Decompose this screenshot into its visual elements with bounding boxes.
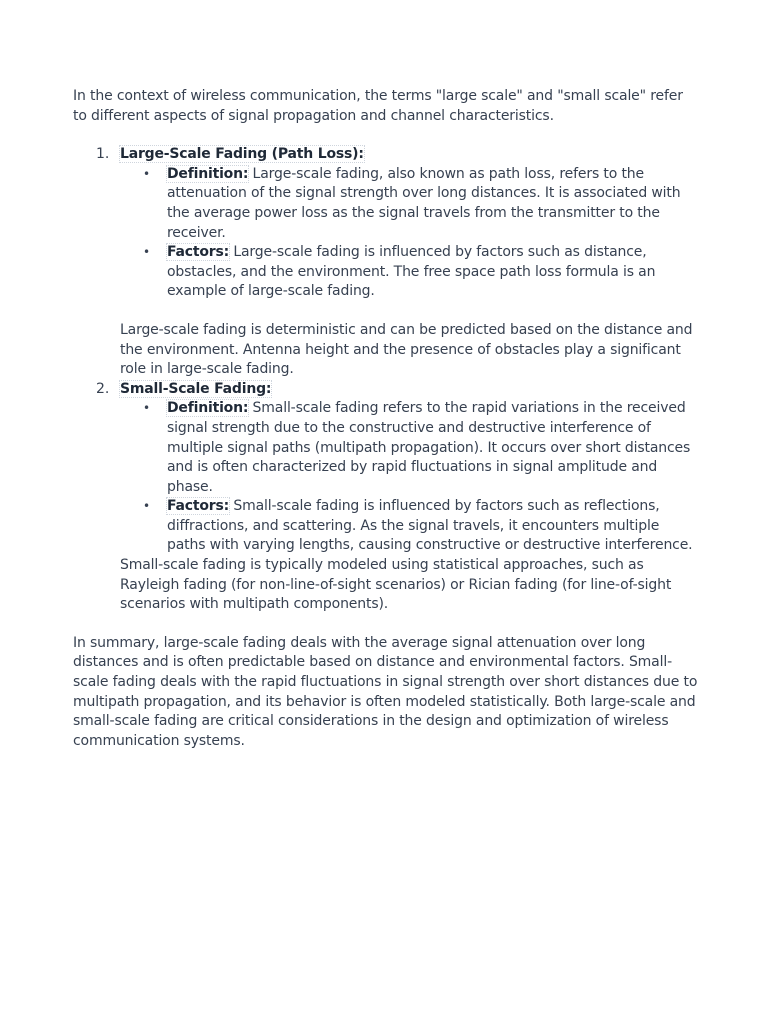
- small-scale-factors-item: [120, 497, 698, 556]
- summary-paragraph: In summary, large-scale fading deals with the average signal attenuation over long distances and is often predictable based on distance and environmental factors. Small-scale fading deals with the rapid fluctuations in signal strength over short distances due to multipath propagation, and its behavior is often modeled statistically. Both large-scale and small-scale fading are critical considerations in the design and optimization of wireless communication systems.: [73, 634, 698, 749]
- factors-label[interactable]: Factors:: [167, 244, 230, 261]
- list-item-small-scale: [73, 380, 698, 615]
- definition-label[interactable]: Definition:: [167, 165, 249, 182]
- definition-text: Large-scale fading, also known as path loss, refers to the attenuation of the signal strength over long distances. It is associated with the average power loss as the signal travels from the transmitter to the receiver.: [167, 165, 681, 241]
- bullet-icon: •: [143, 401, 150, 416]
- list-item-large-scale: [73, 145, 698, 380]
- large-scale-sublist: [120, 165, 698, 302]
- small-scale-definition-item: [120, 399, 698, 497]
- bullet-icon: •: [143, 245, 150, 260]
- factors-text: Large-scale fading is influenced by factors such as distance, obstacles, and the environment. The free space path loss formula is an example of large-scale fading.: [167, 244, 656, 300]
- small-scale-note: Small-scale fading is typically modeled using statistical approaches, such as Rayleigh fading (for non-line-of-sight scenarios) or Rician fading (for line-of-sight scenarios with multipath components).: [120, 557, 672, 613]
- factors-text: Small-scale fading is influenced by factors such as reflections, diffractions, and scattering. As the signal travels, it encounters multiple paths with varying lengths, causing constructive or destructive interference.: [167, 498, 693, 554]
- bullet-icon: •: [143, 166, 150, 181]
- section-heading-small-scale[interactable]: Small-Scale Fading:: [120, 380, 272, 397]
- section-heading-large-scale[interactable]: Large-Scale Fading (Path Loss):: [120, 146, 364, 163]
- fading-list: [73, 145, 698, 615]
- list-number: 1.: [96, 146, 110, 163]
- large-scale-factors-item: [120, 243, 698, 302]
- large-scale-definition-item: [120, 165, 698, 243]
- factors-label[interactable]: Factors:: [167, 498, 230, 515]
- bullet-icon: •: [143, 499, 150, 514]
- definition-text: Small-scale fading refers to the rapid variations in the received signal strength due to the constructive and destructive interference of multiple signal paths (multipath propagation). It occurs over short distances and is often characterized by rapid fluctuations in signal amplitude and phase.: [167, 400, 691, 495]
- small-scale-sublist: [120, 399, 698, 556]
- intro-paragraph: In the context of wireless communication, the terms "large scale" and "small scale" refer to different aspects of signal propagation and channel characteristics.: [73, 88, 683, 124]
- large-scale-note: Large-scale fading is deterministic and can be predicted based on the distance and the environment. Antenna height and the presence of obstacles play a significant role in large-scale fading.: [120, 321, 693, 378]
- definition-label[interactable]: Definition:: [167, 400, 249, 417]
- document-body: [73, 87, 698, 751]
- list-number: 2.: [96, 380, 110, 397]
